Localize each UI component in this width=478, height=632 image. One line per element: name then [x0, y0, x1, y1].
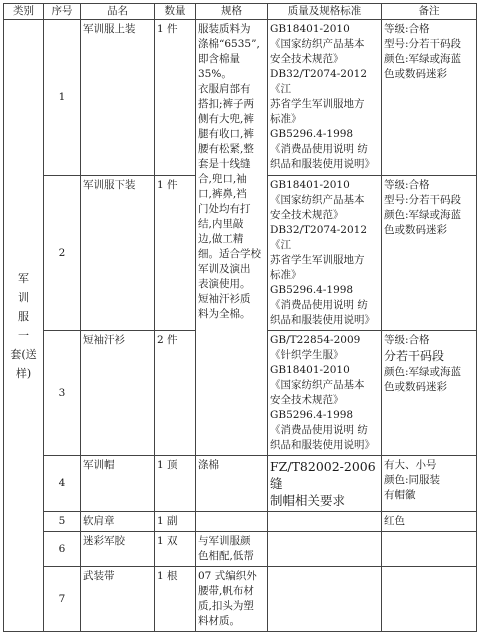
- header-category: 类别: [4, 4, 44, 20]
- header-standard: 质量及规格标准: [268, 4, 382, 20]
- seq-cell: 6: [44, 532, 81, 567]
- name-cell: 武装带: [81, 567, 155, 632]
- remarks-cell: 有大、小号 颜色:同服装 有帽徽: [382, 456, 477, 512]
- table-row: [4, 532, 477, 567]
- header-spec: 规格: [196, 4, 268, 20]
- header-remarks: 备注: [382, 4, 477, 20]
- remarks-cell: 红色: [382, 512, 477, 532]
- standard-cell: GB18401-2010 《国家纺织产品基本 安全技术规范》 DB32/T2074-2012《江 苏省学生军训服地方 标准》 GB5296.4-1998 《消费品使用说明 纺 织品和服装使用说明》: [268, 176, 382, 331]
- shared-spec-cell: 服装质料为 涤棉“6535”, 即含棉量 35%。 衣服肩部有 搭扣;裤子两 侧有大兜,裤 腿有收口,裤 腰有松紧,整 套是十线缝 合,兜口,袖 口,裤鼻,裆 门处均有打 结,内里敲 边,做工精 细。适合学校 军训及演出 表演使用。 短袖汗衫质 料为全棉。: [196, 20, 268, 456]
- table-row: [4, 567, 477, 632]
- standard-cell: FZ/T82002-2006 缝 制帽相关要求: [268, 456, 382, 512]
- table-row: [4, 20, 477, 176]
- seq-cell: 3: [44, 331, 81, 456]
- qty-cell: 1 顶: [155, 456, 196, 512]
- header-qty: 数量: [155, 4, 196, 20]
- standard-cell: GB/T22854-2009 《针织学生服》 GB18401-2010 《国家纺织产品基本 安全技术规范》 GB5296.4-1998 《消费品使用说明 纺 织品和服装使用说明》: [268, 331, 382, 456]
- spec-cell: 涤棉: [196, 456, 268, 512]
- table-row: [4, 456, 477, 512]
- category-text: 军 训 服 一 套(送 样): [10, 271, 37, 380]
- remarks-cell: [382, 532, 477, 567]
- qty-cell: 1 件: [155, 20, 196, 176]
- spec-cell: 07 式编织外 腰带,帆布材 质,扣头为塑 料材质。: [196, 567, 268, 632]
- name-cell: 短袖汗衫: [81, 331, 155, 456]
- remarks-cell: 等级:合格 型号:分若干码段 颜色:军绿或海蓝 色或数码迷彩: [382, 176, 477, 331]
- qty-cell: 1 副: [155, 512, 196, 532]
- header-seq: 序号: [44, 4, 81, 20]
- seq-cell: 5: [44, 512, 81, 532]
- header-name: 品名: [81, 4, 155, 20]
- name-cell: 软肩章: [81, 512, 155, 532]
- seq-cell: 7: [44, 567, 81, 632]
- name-cell: 军训帽: [81, 456, 155, 512]
- name-cell: 军训服下装: [81, 176, 155, 331]
- remarks-cell: 等级:合格 型号:分若干码段 颜色:军绿或海蓝 色或数码迷彩: [382, 20, 477, 176]
- category-cell: [4, 20, 44, 632]
- table-row: [4, 512, 477, 532]
- standard-cell: [268, 512, 382, 532]
- remarks-cell: [382, 567, 477, 632]
- seq-cell: 2: [44, 176, 81, 331]
- qty-cell: 1 双: [155, 532, 196, 567]
- spec-cell: 与军训服颜 色相配,低帮: [196, 532, 268, 567]
- seq-cell: 1: [44, 20, 81, 176]
- qty-cell: 1 件: [155, 176, 196, 331]
- header-row: [4, 4, 477, 20]
- standard-cell: GB18401-2010 《国家纺织产品基本 安全技术规范》 DB32/T2074-2012《江 苏省学生军训服地方 标准》 GB5296.4-1998 《消费品使用说明 纺 织品和服装使用说明》: [268, 20, 382, 176]
- name-cell: 迷彩军胶: [81, 532, 155, 567]
- qty-cell: 1 根: [155, 567, 196, 632]
- standard-cell: [268, 532, 382, 567]
- qty-cell: 2 件: [155, 331, 196, 456]
- name-cell: 军训服上装: [81, 20, 155, 176]
- spec-cell: [196, 512, 268, 532]
- procurement-table: [3, 3, 477, 632]
- seq-cell: 4: [44, 456, 81, 512]
- standard-cell: [268, 567, 382, 632]
- remarks-cell: 等级:合格 分若干码段 颜色:军绿或海蓝 色或数码迷彩: [382, 331, 477, 456]
